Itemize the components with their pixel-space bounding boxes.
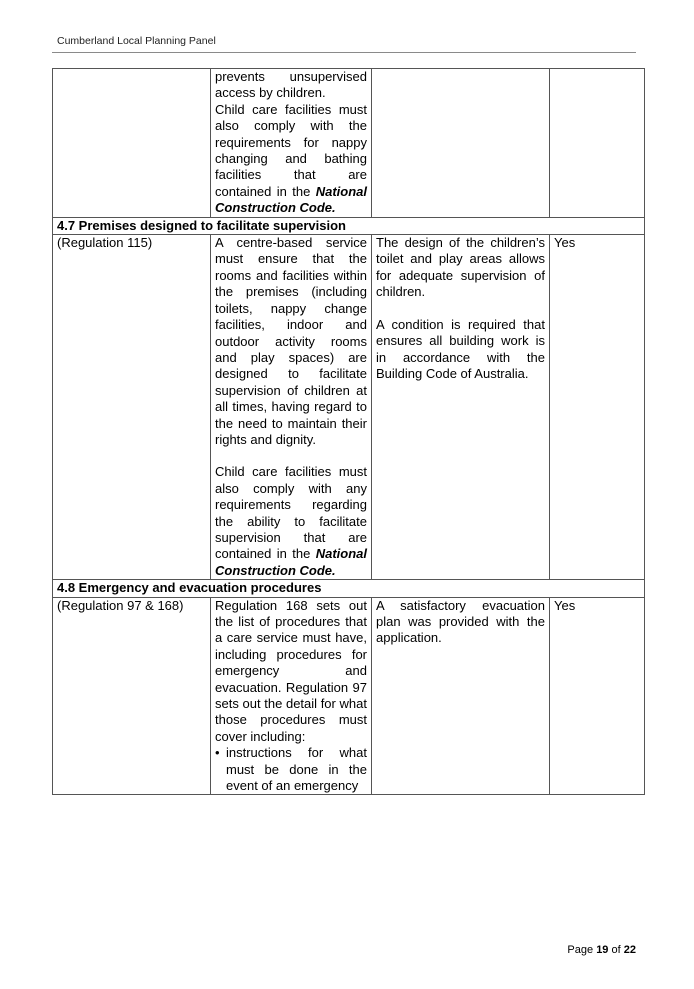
requirement-list xyxy=(215,745,367,794)
table-row xyxy=(53,235,645,580)
document-header: Cumberland Local Planning Panel xyxy=(57,35,216,47)
section-heading: 4.8 Emergency and evacuation procedures xyxy=(53,580,645,597)
table-row xyxy=(53,69,645,218)
assessment-table xyxy=(52,68,645,795)
table-row xyxy=(53,597,645,795)
page-number: Page 19 of 22 xyxy=(567,944,636,956)
requirement-cell xyxy=(211,235,372,580)
comment-text: The design of the children’s toilet and play areas allows for adequate supervision of children. xyxy=(376,235,545,300)
requirement-text: prevents unsupervised access by children. xyxy=(215,69,367,101)
requirement-text: A centre-based service must ensure that the rooms and facilities within the premises (including toilets, nappy change facilities, indoor and outdoor activity rooms and play spaces) are designed to facilitate supervision of children at all times, having regard to the need to maintain their rights and dignity. xyxy=(215,235,367,447)
header-rule xyxy=(52,52,636,53)
compliance-cell xyxy=(550,69,645,218)
requirement-text: Child care facilities must also comply with any requirements regarding the ability to facilitate supervision that are contained in the National Construction Code. xyxy=(215,464,367,578)
requirement-cell xyxy=(211,69,372,218)
comment-cell: A satisfactory evacuation plan was provided with the application. xyxy=(372,597,550,795)
ncc-reference: National Construction Code. xyxy=(215,183,367,216)
section-heading-row xyxy=(53,217,645,234)
requirement-text: Regulation 168 sets out the list of procedures that a care service must have, including procedures for emergency and evacuation. Regulation 97 sets out the detail for what those procedures must cover including: xyxy=(215,597,367,744)
section-heading: 4.7 Premises designed to facilitate supervision xyxy=(53,217,645,234)
compliance-cell: Yes xyxy=(550,597,645,795)
section-heading-row xyxy=(53,580,645,597)
ncc-reference: National Construction Code. xyxy=(215,546,367,578)
regulation-cell xyxy=(53,69,211,218)
requirement-text: Child care facilities must also comply with the requirements for nappy changing and bathing facilities that are contained in the xyxy=(215,101,367,199)
regulation-cell: (Regulation 115) xyxy=(53,235,211,580)
regulation-cell: (Regulation 97 & 168) xyxy=(53,597,211,795)
requirement-cell xyxy=(211,597,372,795)
compliance-cell: Yes xyxy=(550,235,645,580)
comment-cell xyxy=(372,69,550,218)
list-item: • instructions for what must be done in the event of an emergency xyxy=(226,745,367,794)
comment-cell xyxy=(372,235,550,580)
comment-text: A condition is required that ensures all building work is in accordance with the Building Code of Australia. xyxy=(376,316,545,381)
